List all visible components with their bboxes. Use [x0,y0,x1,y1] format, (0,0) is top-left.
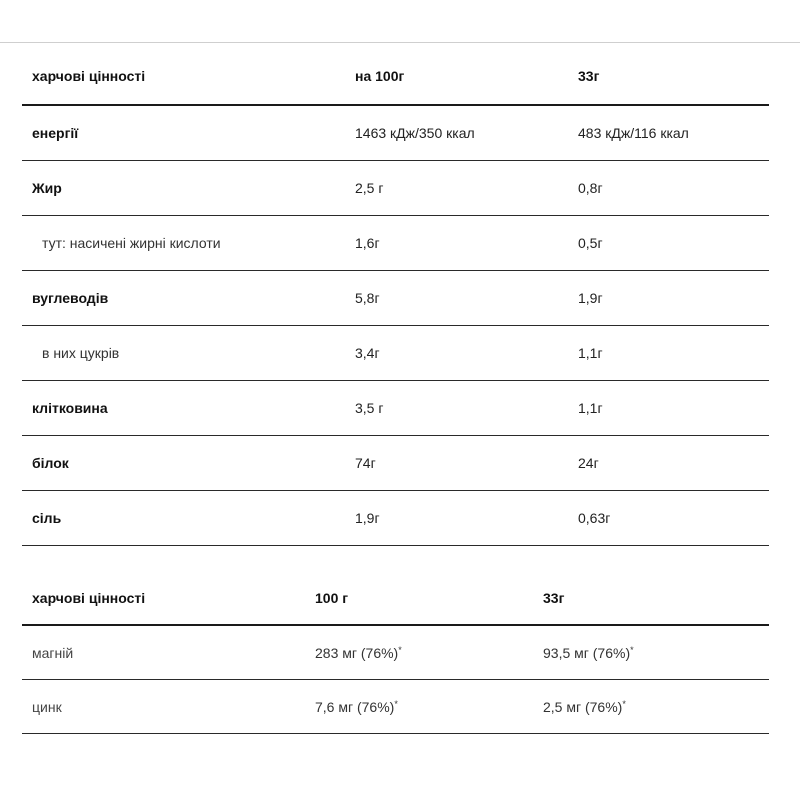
table-row [22,216,769,271]
top-divider [0,42,800,43]
row-serving: 0,5г [578,216,769,271]
row-per100: 1,9г [355,491,578,546]
nutrition-table [22,48,769,546]
row-label: в них цукрів [22,326,355,381]
row-label: цинк [22,680,315,734]
row-serving-cell [543,625,769,680]
table-row [22,271,769,326]
row-serving-cell [543,680,769,734]
row-serving: 24г [578,436,769,491]
table-row [22,491,769,546]
table-row [22,436,769,491]
row-per100: 1463 кДж/350 ккал [355,105,578,161]
row-serving: 1,1г [578,381,769,436]
footnote-mark: * [630,644,634,655]
row-per100: 3,5 г [355,381,578,436]
row-per100: 2,5 г [355,161,578,216]
row-serving: 1,1г [578,326,769,381]
table-row [22,625,769,680]
row-per100-cell [315,625,543,680]
row-label: Жир [22,161,355,216]
row-label: вуглеводів [22,271,355,326]
nutrition-header-serving: 33г [578,48,769,105]
table-row [22,105,769,161]
row-serving: 1,9г [578,271,769,326]
minerals-header-label: харчові цінності [22,572,315,625]
minerals-table [22,572,769,734]
table-row [22,326,769,381]
row-per100-cell [315,680,543,734]
minerals-header-row [22,572,769,625]
row-label: сіль [22,491,355,546]
row-per100: 74г [355,436,578,491]
row-label: енергії [22,105,355,161]
row-serving: 483 кДж/116 ккал [578,105,769,161]
row-per100: 5,8г [355,271,578,326]
row-serving: 93,5 мг (76%) [543,644,631,661]
row-per100: 1,6г [355,216,578,271]
row-per100: 7,6 мг (76%) [315,698,395,715]
minerals-header-per100: 100 г [315,572,543,625]
nutrition-header-row [22,48,769,105]
row-serving: 0,8г [578,161,769,216]
nutrition-header-per100: на 100г [355,48,578,105]
row-label: тут: насичені жирні кислоти [22,216,355,271]
footnote-mark: * [622,698,626,709]
footnote-mark: * [394,698,398,709]
table-row [22,381,769,436]
table-row [22,161,769,216]
table-row [22,680,769,734]
row-serving: 2,5 мг (76%) [543,698,623,715]
row-per100: 3,4г [355,326,578,381]
row-per100: 283 мг (76%) [315,644,399,661]
footnote-mark: * [398,644,402,655]
row-serving: 0,63г [578,491,769,546]
minerals-header-serving: 33г [543,572,769,625]
row-label: клітковина [22,381,355,436]
row-label: білок [22,436,355,491]
row-label: магній [22,625,315,680]
nutrition-header-label: харчові цінності [22,48,355,105]
